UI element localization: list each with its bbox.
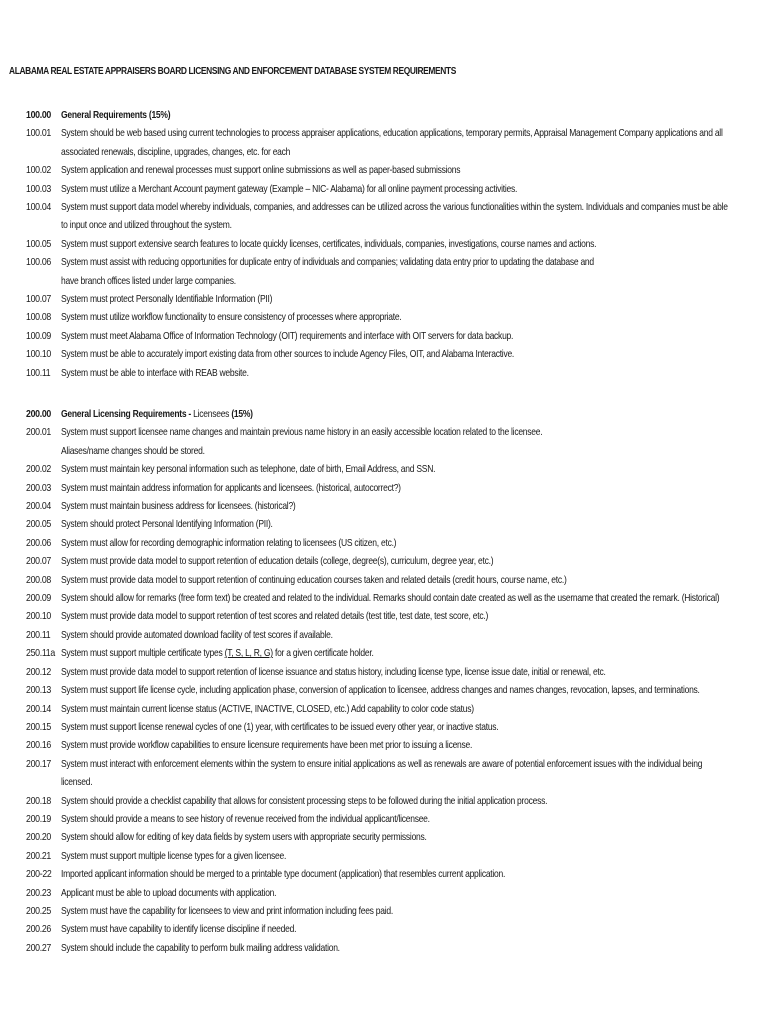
requirement-row bbox=[26, 516, 766, 534]
requirement-row bbox=[26, 701, 766, 719]
requirement-line: System must support licensee name changes and maintain previous name history in an easily accessible location related to the licensee. bbox=[61, 427, 543, 439]
requirement-text bbox=[61, 498, 737, 516]
requirement-row bbox=[26, 719, 766, 737]
requirement-row bbox=[26, 682, 766, 700]
requirement-line: System must support license renewal cycles of one (1) year, with certificates to be issued every other year, or inactive status. bbox=[61, 721, 499, 733]
requirement-line: System must provide workflow capabilities to ensure licensure requirements have been met prior to issuing a license. bbox=[61, 740, 473, 752]
requirement-text bbox=[61, 829, 737, 847]
requirement-number: 100.09 bbox=[26, 330, 51, 342]
requirement-text bbox=[61, 199, 737, 236]
requirement-number: 200.23 bbox=[26, 887, 51, 899]
section-title-normal: Licensees bbox=[191, 409, 230, 420]
requirement-number: 100.01 bbox=[26, 128, 51, 140]
requirement-number: 200.15 bbox=[26, 721, 51, 733]
section-number: 100.00 bbox=[26, 110, 51, 121]
requirement-text bbox=[61, 516, 737, 534]
requirement-text bbox=[61, 608, 737, 626]
requirement-text bbox=[61, 664, 737, 682]
requirement-row bbox=[26, 199, 766, 236]
requirement-number: 200.21 bbox=[26, 850, 51, 862]
requirement-row bbox=[26, 236, 766, 254]
requirement-line: System must maintain current license status (ACTIVE, INACTIVE, CLOSED, etc.) Add capability to color code status) bbox=[61, 703, 474, 715]
requirement-line: System must meet Alabama Office of Information Technology (OIT) requirements and interface with OIT servers for data backup. bbox=[61, 330, 514, 342]
requirement-text-post: for a given certificate holder. bbox=[272, 648, 374, 660]
requirement-number: 200.08 bbox=[26, 574, 51, 586]
document-title: ALABAMA REAL ESTATE APPRAISERS BOARD LICENSING AND ENFORCEMENT DATABASE SYSTEM REQUIREMENTS bbox=[9, 66, 456, 77]
requirement-number: 100.04 bbox=[26, 202, 51, 214]
requirement-text bbox=[61, 627, 737, 645]
requirement-line: System should provide automated download facility of test scores if available. bbox=[61, 629, 333, 641]
requirement-line: System must maintain address information for applicants and licensees. (historical, autocorrect?) bbox=[61, 482, 401, 494]
requirement-number: 100.08 bbox=[26, 312, 51, 324]
requirement-number: 200.12 bbox=[26, 666, 51, 678]
requirement-line: System must provide data model to support retention of license issuance and status history, including license type, license issue date, initial or renewal, etc. bbox=[61, 666, 606, 678]
requirement-row bbox=[26, 424, 766, 461]
requirement-row bbox=[26, 461, 766, 479]
requirement-row bbox=[26, 365, 766, 383]
requirement-line: Aliases/name changes should be stored. bbox=[61, 445, 205, 457]
requirement-row bbox=[26, 793, 766, 811]
requirement-text bbox=[61, 553, 737, 571]
requirement-text bbox=[61, 125, 737, 162]
requirement-text bbox=[61, 328, 737, 346]
requirement-line: Imported applicant information should be merged to a printable type document (application) that resembles current application. bbox=[61, 869, 506, 881]
requirement-number: 200.05 bbox=[26, 519, 51, 531]
requirement-line: licensed. bbox=[61, 777, 93, 789]
requirement-line: have branch offices listed under large companies. bbox=[61, 275, 236, 287]
requirement-number: 100.06 bbox=[26, 257, 51, 269]
requirement-number: 200.09 bbox=[26, 593, 51, 605]
requirement-line: System must utilize a Merchant Account payment gateway (Example – NIC- Alabama) for all online payment processing activities. bbox=[61, 183, 518, 195]
requirement-row bbox=[26, 125, 766, 162]
requirement-number: 100.02 bbox=[26, 165, 51, 177]
requirement-number: 200.26 bbox=[26, 924, 51, 936]
requirement-line: System should allow for editing of key data fields by system users with appropriate security permissions. bbox=[61, 832, 427, 844]
requirement-row bbox=[26, 921, 766, 939]
requirement-row bbox=[26, 885, 766, 903]
requirement-row bbox=[26, 664, 766, 682]
requirement-row bbox=[26, 572, 766, 590]
requirement-row bbox=[26, 737, 766, 755]
requirement-line: to input once and utilized throughout the system. bbox=[61, 220, 232, 232]
requirement-number: 200.03 bbox=[26, 482, 51, 494]
requirement-text bbox=[61, 254, 737, 291]
requirement-text bbox=[61, 461, 737, 479]
requirement-number: 200.02 bbox=[26, 464, 51, 476]
requirement-text bbox=[61, 365, 737, 383]
requirement-number: 200.25 bbox=[26, 905, 51, 917]
requirement-text bbox=[61, 940, 737, 958]
certificate-types: (T, S, L, R, G) bbox=[224, 648, 273, 660]
requirement-line: System must support extensive search features to locate quickly licenses, certificates, individuals, companies, investigations, course names and actions. bbox=[61, 238, 597, 250]
requirement-number: 100.03 bbox=[26, 183, 51, 195]
requirement-text bbox=[61, 756, 737, 793]
requirement-number: 250.11a bbox=[26, 648, 55, 660]
section-title bbox=[61, 406, 737, 424]
requirement-text bbox=[61, 866, 737, 884]
requirement-text bbox=[61, 921, 737, 939]
section-heading bbox=[26, 107, 766, 125]
requirement-line: System must allow for recording demographic information relating to licensees (US citizen, etc.) bbox=[61, 537, 397, 549]
requirement-row bbox=[26, 811, 766, 829]
requirement-line: System must be able to accurately import existing data from other sources to include Agency Files, OIT, and Alabama Interactive. bbox=[61, 349, 515, 361]
requirement-row bbox=[26, 535, 766, 553]
section-title-percent: (15%) bbox=[229, 409, 253, 420]
requirement-number: 200.20 bbox=[26, 832, 51, 844]
requirement-line: System must provide data model to support retention of education details (college, degree(s), curriculum, degree year, etc.) bbox=[61, 556, 494, 568]
requirement-text bbox=[61, 590, 737, 608]
requirement-text bbox=[61, 162, 737, 180]
requirement-line: System must have capability to identify license discipline if needed. bbox=[61, 924, 297, 936]
requirement-row bbox=[26, 608, 766, 626]
requirement-line: System should protect Personal Identifying Information (PII). bbox=[61, 519, 273, 531]
requirement-line: System should allow for remarks (free form text) be created and related to the individual. Remarks should contain date created as well as the username that created the remark. (Historical) bbox=[61, 593, 720, 605]
requirement-line: associated renewals, discipline, upgrades, changes, etc. for each bbox=[61, 146, 291, 158]
requirement-line: System must support data model whereby individuals, companies, and addresses can be utilized across the various functionalities within the system. Individuals and companies must be able bbox=[61, 202, 728, 214]
section-title-bold: General Licensing Requirements - bbox=[61, 409, 192, 420]
requirement-text bbox=[61, 737, 737, 755]
requirement-number: 200.04 bbox=[26, 501, 51, 513]
requirement-text bbox=[61, 645, 737, 663]
requirement-row bbox=[26, 903, 766, 921]
requirement-row bbox=[26, 328, 766, 346]
requirement-text bbox=[61, 291, 737, 309]
requirement-number: 200.18 bbox=[26, 795, 51, 807]
requirement-line: System must support life license cycle, including application phase, conversion of application to licensee, address changes and names changes, revocation, lapses, and terminations. bbox=[61, 685, 700, 697]
requirement-row bbox=[26, 346, 766, 364]
requirement-line: System must utilize workflow functionality to ensure consistency of processes where appropriate. bbox=[61, 312, 402, 324]
requirement-row bbox=[26, 309, 766, 327]
requirement-row bbox=[26, 480, 766, 498]
requirement-number: 200-22 bbox=[26, 869, 52, 881]
requirement-text bbox=[61, 424, 737, 461]
requirement-row bbox=[26, 590, 766, 608]
requirement-text bbox=[61, 236, 737, 254]
requirement-number: 100.11 bbox=[26, 367, 51, 379]
requirement-text bbox=[61, 181, 737, 199]
requirement-row bbox=[26, 291, 766, 309]
requirement-line: System must maintain key personal information such as telephone, date of birth, Email Address, and SSN. bbox=[61, 464, 436, 476]
requirement-text bbox=[61, 793, 737, 811]
requirement-text bbox=[61, 346, 737, 364]
requirement-text bbox=[61, 572, 737, 590]
requirement-number: 200.27 bbox=[26, 942, 51, 954]
requirement-line: System must be able to interface with REAB website. bbox=[61, 367, 249, 379]
requirement-text bbox=[61, 701, 737, 719]
section-general-requirements bbox=[26, 107, 766, 383]
requirement-line: System should be web based using current technologies to process appraiser applications, education applications, temporary permits, Appraisal Management Company applications and all bbox=[61, 128, 723, 140]
section-number: 200.00 bbox=[26, 409, 51, 420]
requirement-text bbox=[61, 480, 737, 498]
requirement-row bbox=[26, 553, 766, 571]
requirement-row bbox=[26, 254, 766, 291]
requirement-row bbox=[26, 940, 766, 958]
requirement-list bbox=[26, 125, 766, 383]
requirement-line: System should provide a means to see history of revenue received from the individual applicant/licensee. bbox=[61, 813, 430, 825]
requirement-row bbox=[26, 756, 766, 793]
section-title: General Requirements (15%) bbox=[61, 110, 171, 121]
requirement-line: System should include the capability to perform bulk mailing address validation. bbox=[61, 942, 340, 954]
requirement-line: System must provide data model to support retention of continuing education courses taken and related details (credit hours, course name, etc.) bbox=[61, 574, 567, 586]
requirement-line: Applicant must be able to upload documents with application. bbox=[61, 887, 277, 899]
requirement-line: System should provide a checklist capability that allows for consistent processing steps to be followed during the initial application process. bbox=[61, 795, 548, 807]
requirement-row bbox=[26, 627, 766, 645]
requirement-row bbox=[26, 848, 766, 866]
requirement-text bbox=[61, 535, 737, 553]
requirement-list bbox=[26, 424, 766, 958]
requirement-row bbox=[26, 645, 766, 663]
requirement-number: 200.17 bbox=[26, 758, 51, 770]
requirement-line: System must interact with enforcement elements within the system to ensure initial applications as well as renewals are aware of potential enforcement issues with the individual being bbox=[61, 758, 703, 770]
requirement-text-pre: System must support multiple certificate types bbox=[61, 648, 225, 660]
requirement-text bbox=[61, 848, 737, 866]
requirement-row bbox=[26, 498, 766, 516]
requirement-line: System must have the capability for licensees to view and print information including fees paid. bbox=[61, 905, 394, 917]
requirement-number: 200.13 bbox=[26, 685, 51, 697]
requirement-row bbox=[26, 162, 766, 180]
requirement-line: System must provide data model to support retention of test scores and related details (test title, test date, test score, etc.) bbox=[61, 611, 489, 623]
requirement-number: 100.05 bbox=[26, 238, 51, 250]
requirement-line: System must protect Personally Identifiable Information (PII) bbox=[61, 294, 273, 306]
requirement-number: 200.06 bbox=[26, 537, 51, 549]
requirement-number: 100.10 bbox=[26, 349, 51, 361]
requirement-text bbox=[61, 903, 737, 921]
requirement-line: System application and renewal processes must support online submissions as well as paper-based submissions bbox=[61, 165, 461, 177]
requirement-text bbox=[61, 682, 737, 700]
section-heading bbox=[26, 406, 766, 424]
requirement-row bbox=[26, 866, 766, 884]
requirement-number: 100.07 bbox=[26, 294, 51, 306]
requirement-text bbox=[61, 811, 737, 829]
section-licensing-requirements bbox=[26, 406, 766, 958]
requirement-text bbox=[61, 885, 737, 903]
requirement-number: 200.10 bbox=[26, 611, 51, 623]
requirement-number: 200.01 bbox=[26, 427, 51, 439]
requirement-number: 200.14 bbox=[26, 703, 51, 715]
requirement-number: 200.07 bbox=[26, 556, 51, 568]
requirement-number: 200.16 bbox=[26, 740, 51, 752]
requirement-row bbox=[26, 829, 766, 847]
requirement-line: System must maintain business address for licensees. (historical?) bbox=[61, 501, 296, 513]
requirement-line: System must support multiple license types for a given licensee. bbox=[61, 850, 287, 862]
requirement-text bbox=[61, 309, 737, 327]
requirement-text bbox=[61, 719, 737, 737]
requirement-line: System must assist with reducing opportunities for duplicate entry of individuals and companies; validating data entry prior to updating the database and bbox=[61, 257, 594, 269]
requirement-number: 200.19 bbox=[26, 813, 51, 825]
requirement-row bbox=[26, 181, 766, 199]
requirement-number: 200.11 bbox=[26, 629, 51, 641]
